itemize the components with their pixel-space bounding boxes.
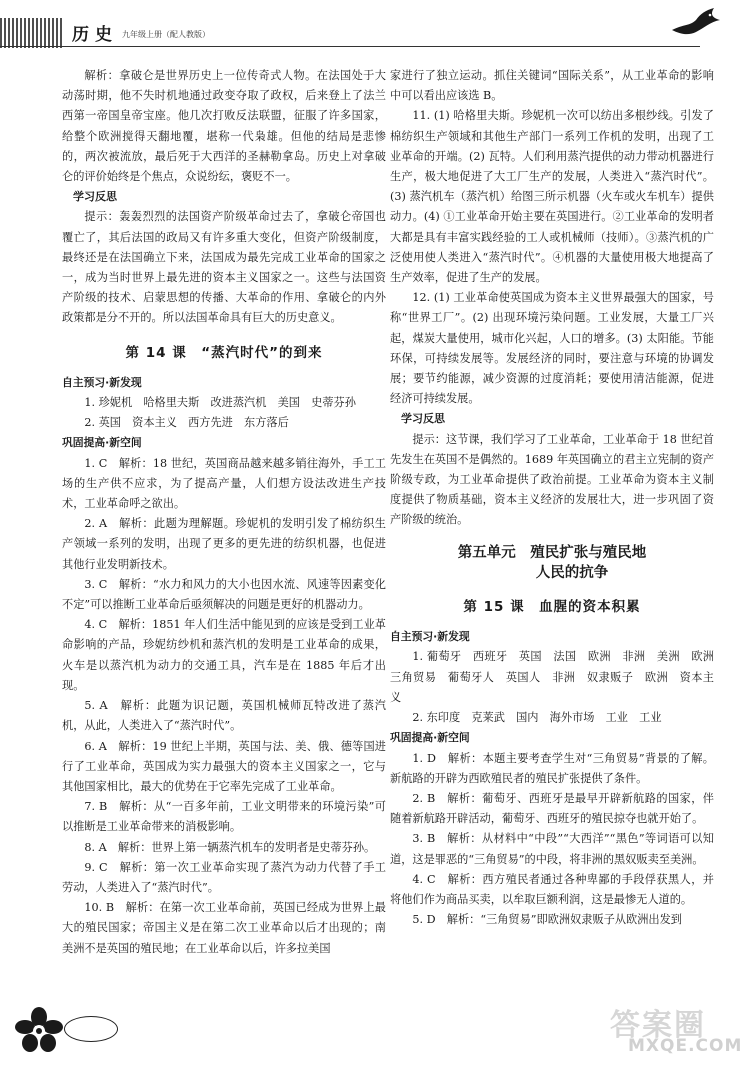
watermark bbox=[610, 1000, 746, 1060]
answer-paragraph: 2. B 解析：葡萄牙、西班牙是最早开辟新航路的国家，伴随着新航路开辟活动，葡萄牙、西班牙的殖民掠夺也就开始了。 bbox=[390, 791, 714, 826]
answer-paragraph: 5. D 解析：“三角贸易”即欧洲奴隶贩子从欧洲出发到 bbox=[412, 913, 682, 927]
answer-paragraph: 家进行了独立运动。抓住关键词“国际关系”，从工业革命的影响中可以看出应该选 B。 bbox=[390, 69, 714, 103]
header-pattern bbox=[0, 18, 62, 48]
subject-title: 历史 bbox=[72, 25, 118, 45]
left-column bbox=[62, 66, 386, 959]
answer-paragraph: 4. C 解析：西方殖民者通过各种卑鄙的手段俘获黑人，并将他们作为商品买卖，以牟取巨额利润，这是最惨无人道的。 bbox=[390, 872, 714, 906]
answer-paragraph: 8. A 解析：世界上第一辆蒸汽机车的发明者是史蒂芬孙。 bbox=[84, 840, 376, 854]
header-rule bbox=[0, 46, 700, 47]
flower-icon bbox=[10, 1005, 68, 1057]
right-column bbox=[390, 66, 726, 930]
section-heading: 学习反思 bbox=[73, 190, 117, 204]
unit-title-line: 人民的抗争 bbox=[535, 564, 609, 581]
lesson-title: 第 14 课 “蒸汽时代”的到来 bbox=[125, 344, 323, 361]
answer-paragraph: 提示：轰轰烈烈的法国资产阶级革命过去了，拿破仑帝国也覆亡了，其后法国的政局又有许多重大变化，但资产阶级制度，最终还是在法国确立下来，法国成为最先完成工业革命的国家之一，成为当时世界上最先进的资本主义国家之一。这些与法国资产阶级的技术、启蒙思想的传播、大革命的作用、拿破仑的内外政策都是分不开的。所以法国革命具有巨大的历史意义。 bbox=[62, 210, 386, 325]
answer-paragraph: 11. (1) 哈格里夫斯。珍妮机一次可以纺出多根纱线。引发了棉纺织生产领域和其他生产部门一系列工作机的发明，出现了工业革命的开端。(2) 瓦特。人们利用蒸汽提供的动力带动机器进行生产，极大地促进了大工厂生产的发展，人类进入“蒸汽时代”。(3) 蒸汽机车（蒸汽机）给图三所示机器（火车或火车机车）提供动力。(4) ①工业革命开始主要在英国进行。②工业革命的发明者大都是具有丰富实践经验的工人或机械师（技师）。③蒸汽机的广泛使用使人类进入“蒸汽时代”。④机器的大量使用极大地提高了生产效率，促进了生产的发展。 bbox=[390, 109, 714, 285]
section-heading: 巩固提高·新空间 bbox=[62, 436, 142, 450]
answer-paragraph: 10. B 解析：在第一次工业革命前，英国已经成为世界上最大的殖民国家；帝国主义是在第二次工业革命以后才出现的；南美洲不是英国的殖民地；在工业革命以后，许多拉美国 bbox=[62, 901, 386, 955]
answer-paragraph: 解析：拿破仑是世界历史上一位传奇式人物。在法国处于大动荡时期，他不失时机地通过政变夺取了政权，后来登上了法兰西第一帝国皇帝宝座。他几次打败反法联盟，征服了许多国家，给整个欧洲搅得天翻地覆，堪称一代枭雄。但他的结局是悲惨的，两次被流放，最后死于大西洋的圣赫勒拿岛。历史上对拿破仑的评价始终是个焦点，众说纷纭，褒贬不一。 bbox=[62, 69, 386, 184]
lesson-title: 第 15 课 血腥的资本积累 bbox=[463, 599, 641, 616]
answer-paragraph: 1. C 解析：18 世纪，英国商品越来越多销往海外，手工工场的生产供不应求，为了提高产量，人们想方设法改进生产技术，工业革命呼之欲出。 bbox=[62, 456, 386, 511]
watermark-url: MXQE.COM bbox=[628, 1036, 743, 1056]
answer-paragraph: 2. 东印度 克莱武 国内 海外市场 工业 工业 bbox=[412, 711, 662, 725]
section-heading: 巩固提高·新空间 bbox=[390, 731, 470, 745]
section-heading: 学习反思 bbox=[401, 412, 445, 426]
answer-paragraph: 1. 葡萄牙 西班牙 英国 法国 欧洲 非洲 美洲 欧洲 三角贸易 葡萄牙人 英国人 非洲 奴隶贩子 欧洲 资本主义 bbox=[390, 650, 726, 704]
section-heading: 自主预习·新发现 bbox=[62, 375, 142, 389]
answer-paragraph: 3. C 解析：“水力和风力的大小也因水流、风速等因素变化不定”可以推断工业革命后亟须解决的问题是更好的机器动力。 bbox=[62, 577, 386, 612]
unit-title bbox=[390, 543, 714, 583]
unit-title-line: 第五单元 殖民扩张与殖民地 bbox=[457, 544, 647, 561]
answer-paragraph: 3. B 解析：从材料中“中段”“大西洋”“黑色”等词语可以知道，这是罪恶的“三角贸易”的中段，将非洲的黑奴贩卖至美洲。 bbox=[390, 832, 714, 866]
answer-paragraph: 1. D 解析：本题主要考查学生对“三角贸易”背景的了解。新航路的开辟为西欧殖民者的殖民扩张提供了条件。 bbox=[390, 751, 714, 785]
answer-paragraph: 提示：这节课，我们学习了工业革命，工业革命于 18 世纪首先发生在英国不是偶然的。1689 年英国确立的君主立宪制的资产阶级专政，为工业革命提供了政治前提。工业革命为资本主义制度提供了物质基础，资本主义经济的发展壮大，进一步巩固了资产阶级的统治。 bbox=[390, 432, 714, 527]
answer-paragraph: 9. C 解析：第一次工业革命实现了蒸汽为动力代替了手工劳动，人类进入了“蒸汽时代”。 bbox=[62, 860, 386, 894]
answer-paragraph: 4. C 解析：1851 年人们生活中能见到的应该是受到工业革命影响的产品，珍妮纺纱机和蒸汽机的发明是工业革命的成果，火车是以蒸汽机为动力的交通工具，汽车是在 1885 年后才出现。 bbox=[62, 618, 386, 692]
page-header bbox=[0, 0, 750, 50]
page-number-oval bbox=[64, 1016, 118, 1042]
bird-icon bbox=[670, 6, 722, 40]
answer-paragraph: 2. A 解析：此题为理解题。珍妮机的发明引发了棉纺织生产领域一系列的发明，出现了更多的更先进的纺织机器，也促进其他行业发明新技术。 bbox=[62, 517, 386, 571]
section-heading: 自主预习·新发现 bbox=[390, 630, 470, 644]
answer-paragraph: 6. A 解析：19 世纪上半期，英国与法、美、俄、德等国进行了工业革命，英国成为实力最强大的资本主义国家之一，它与其他国家相比，最大的优势在于它率先完成了工业革命。 bbox=[62, 739, 386, 793]
answer-paragraph: 5. A 解析：此题为识记题，英国机械师瓦特改进了蒸汽机，从此，人类进入了“蒸汽时代”。 bbox=[62, 699, 386, 733]
answer-paragraph: 2. 英国 资本主义 西方先进 东方落后 bbox=[84, 416, 289, 430]
answer-paragraph: 12. (1) 工业革命使英国成为资本主义世界最强大的国家，号称“世界工厂”。(2) 出现环境污染问题。工业发展，大量工厂兴起，煤炭大量使用，城市化兴起，人口的增多。(3) 太阳能。节能环保，可持续发展等。发展经济的同时，要注意与环境的协调发展；要节约能源，减少资源的过度消耗；要使用清洁能源，促进经济可持续发展。 bbox=[390, 291, 714, 406]
watermark-mark: 答案圈 bbox=[610, 1008, 706, 1043]
grade-label: 九年级上册（配人教版） bbox=[122, 30, 210, 39]
answer-paragraph: 7. B 解析：从“一百多年前，工业文明带来的环境污染”可以推断是工业革命带来的消极影响。 bbox=[62, 800, 386, 834]
answer-paragraph: 1. 珍妮机 哈格里夫斯 改进蒸汽机 美国 史蒂芬孙 bbox=[84, 396, 356, 410]
